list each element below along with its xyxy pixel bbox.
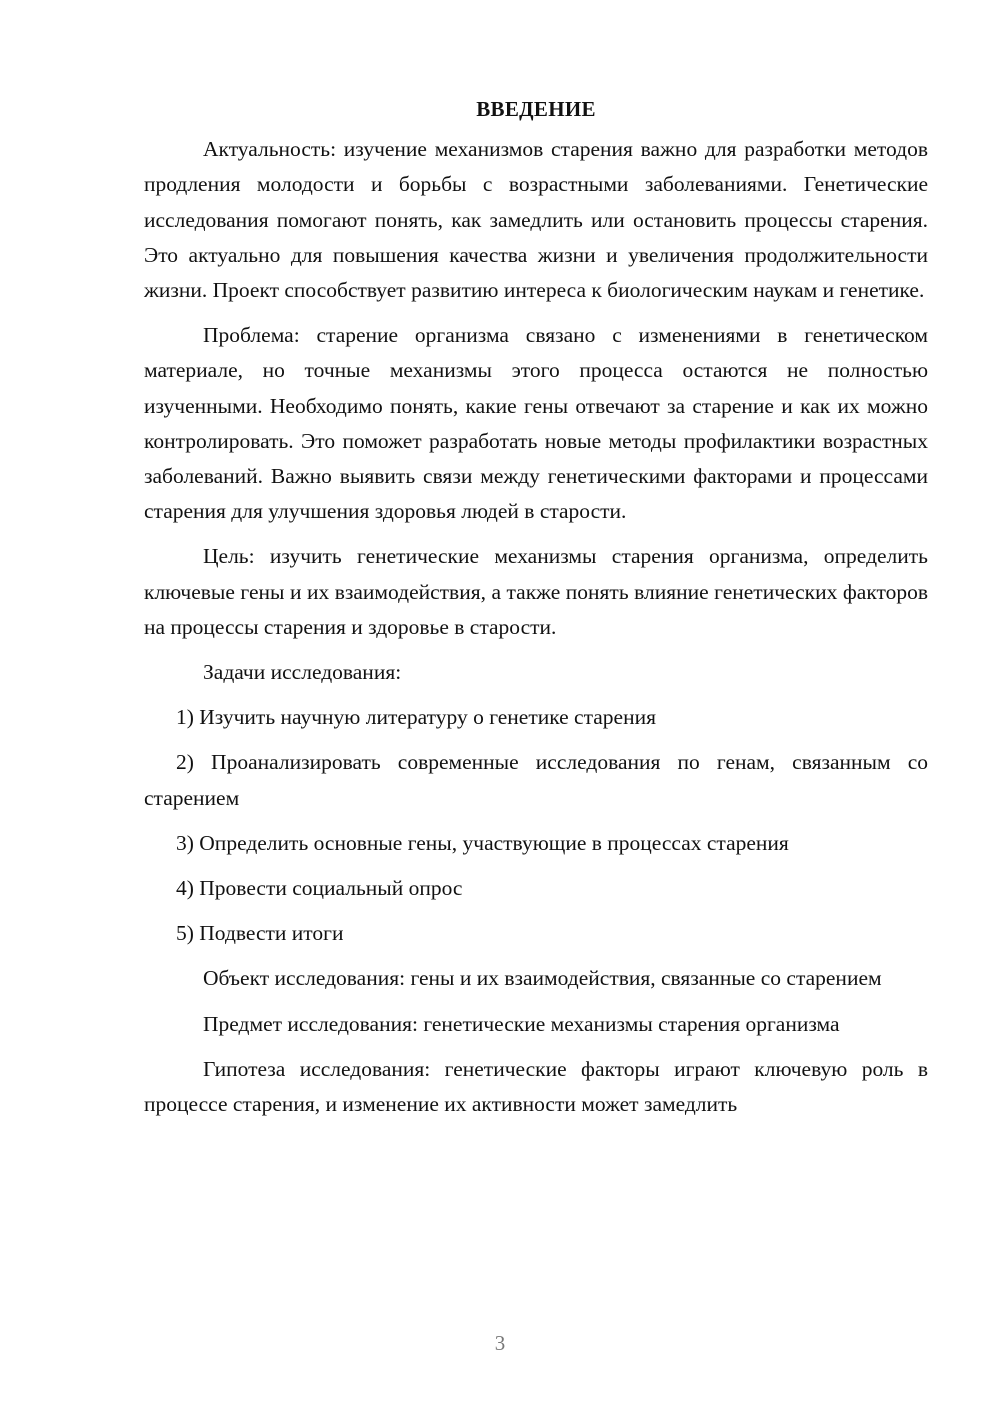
task-item: 3) Определить основные гены, участвующие в процессах старения [176, 830, 789, 855]
section-title: ВВЕДЕНИЕ [476, 97, 596, 121]
hypothesis-paragraph: Гипотеза исследования: генетические факторы играют ключевую роль в процессе старения, и изменение их активности может замедлить [144, 1056, 928, 1117]
task-item: 5) Подвести итоги [176, 921, 344, 946]
page-number: 3 [494, 1331, 506, 1355]
task-item: 4) Провести социальный опрос [176, 876, 463, 901]
relevance-paragraph: Актуальность: изучение механизмов старения важно для разработки методов продления молодости и борьбы с возрастными заболеваниями. Генетические исследования помогают понять, как замедлить или остановить процессы старения. Это актуально для повышения качества жизни и увеличения продолжительности жизни. Проект способствует развитию интереса к биологическим наукам и генетике. [144, 137, 928, 303]
object-paragraph: Объект исследования: гены и их взаимодействия, связанные со старением [203, 966, 882, 991]
problem-paragraph: Проблема: старение организма связано с изменениями в генетическом материале, но точные механизмы этого процесса остаются не полностью изученными. Необходимо понять, какие гены отвечают за старение и как их можно контролировать. Это поможет разработать новые методы профилактики возрастных заболеваний. Важно выявить связи между генетическими факторами и процессами старения для улучшения здоровья людей в старости. [144, 323, 928, 524]
tasks-heading: Задачи исследования: [203, 660, 402, 685]
subject-paragraph: Предмет исследования: генетические механизмы старения организма [203, 1011, 840, 1036]
document-page [144, 92, 928, 1132]
goal-paragraph: Цель: изучить генетические механизмы старения организма, определить ключевые гены и их взаимодействия, а также понять влияние генетических факторов на процессы старения и здоровье в старости. [144, 544, 928, 639]
task-item: 1) Изучить научную литературу о генетике старения [176, 705, 656, 730]
task-item: 2) Проанализировать современные исследования по генам, связанным со старением [144, 750, 928, 810]
